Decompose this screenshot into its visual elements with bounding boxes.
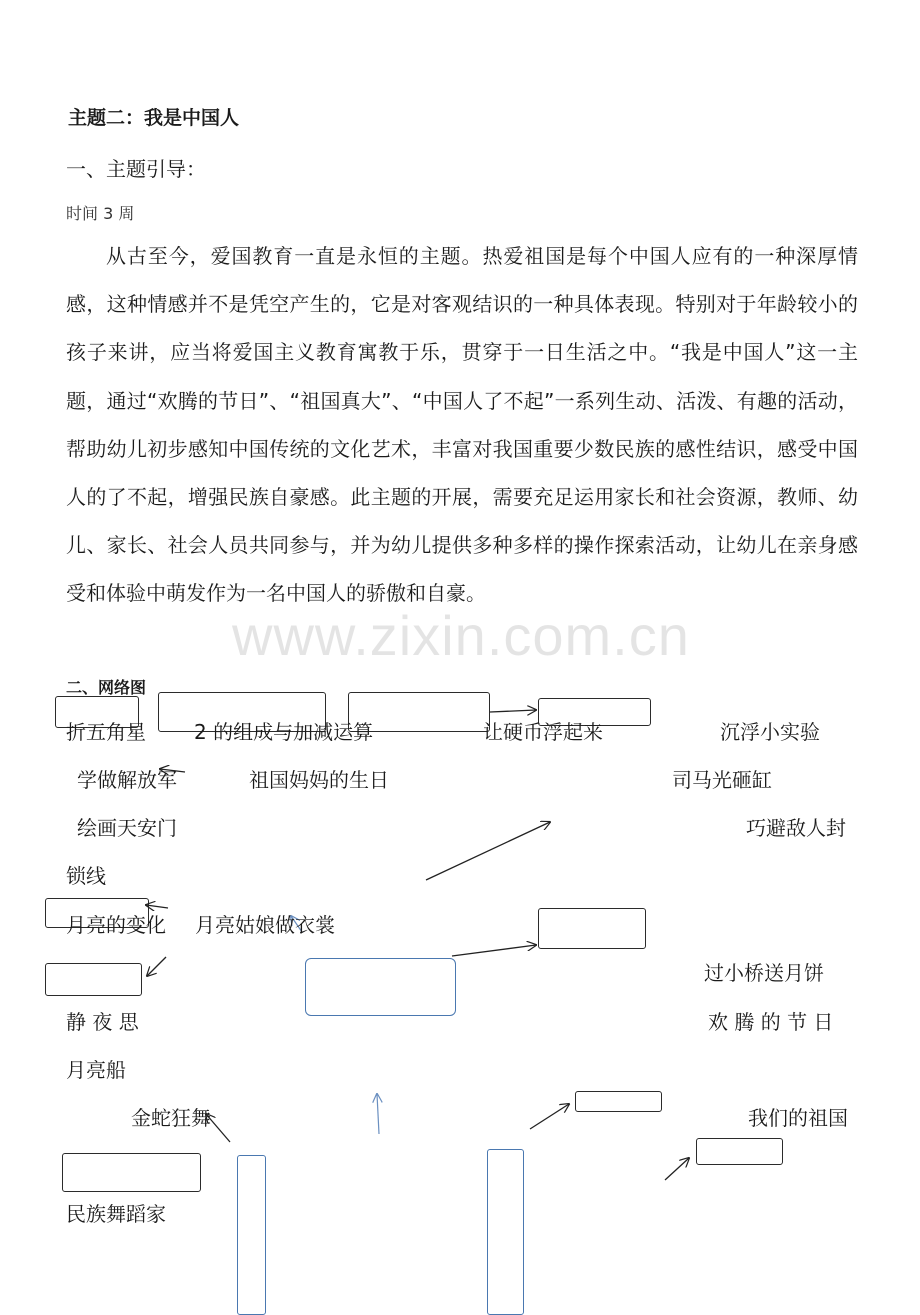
node-label: 2 的组成与加减运算 [194,720,374,744]
node-label: 锁线 [66,864,106,888]
arrow [146,905,168,908]
arrow [377,1094,379,1134]
node-label: 金蛇狂舞 [131,1106,211,1130]
arrow [147,957,166,976]
node-label: 我们的祖国 [748,1106,848,1130]
node-label: 学做解放军 [77,768,177,792]
arrow [452,945,536,956]
node-label: 沉浮小实验 [720,720,820,744]
node-label: 折五角星 [66,720,146,744]
arrow [665,1158,689,1180]
watermark: www.zixin.com.cn [232,604,690,667]
arrow [530,1104,569,1129]
page-title: 主题二：我是中国人 [68,107,240,129]
node-label: 月亮姑娘做衣裳 [195,913,335,937]
arrow [490,710,536,712]
intro-paragraph: 从古至今，爱国教育一直是永恒的主题。热爱祖国是每个中国人应有的一种深厚情感，这种情感并不是凭空产生的，它是对客观结识的一种具体表现。特别对于年龄较小的孩子来讲，应当将爱国主义教育寓教于乐，贯穿于一日生活之中。“我是中国人”这一主题，通过“欢腾的节日”、“祖国真大”、“中国人了不起”一系列生动、活泼、有趣的活动，帮助幼儿初步感知中国传统的文化艺术，丰富对我国重要少数民族的感性结识，感受中国人的了不起，增强民族自豪感。此主题的开展，需要充足运用家长和社会资源，教师、幼儿、家长、社会人员共同参与，并为幼儿提供多种多样的操作探索活动，让幼儿在亲身感受和体验中萌发作为一名中国人的骄傲和自豪。 [66,244,858,606]
node-label: 司马光砸缸 [672,768,772,792]
node-label: 绘画天安门 [77,816,177,840]
node-label: 月亮的变化 [66,913,166,937]
node-label: 静 夜 思 [66,1010,139,1034]
node-label: 巧避敌人封 [746,816,846,840]
node-label: 月亮船 [66,1058,126,1082]
node-label: 祖国妈妈的生日 [249,768,389,792]
arrow [426,822,550,880]
duration-text: 时间 3 周 [66,204,135,223]
node-label: 让硬币浮起来 [483,720,603,744]
section-heading-network: 二、网络图 [66,678,147,697]
section-heading-guide: 一、主题引导： [66,157,206,181]
node-label: 民族舞蹈家 [66,1202,166,1226]
node-label: 欢 腾 的 节 日 [708,1010,834,1034]
node-label: 过小桥送月饼 [704,961,824,985]
